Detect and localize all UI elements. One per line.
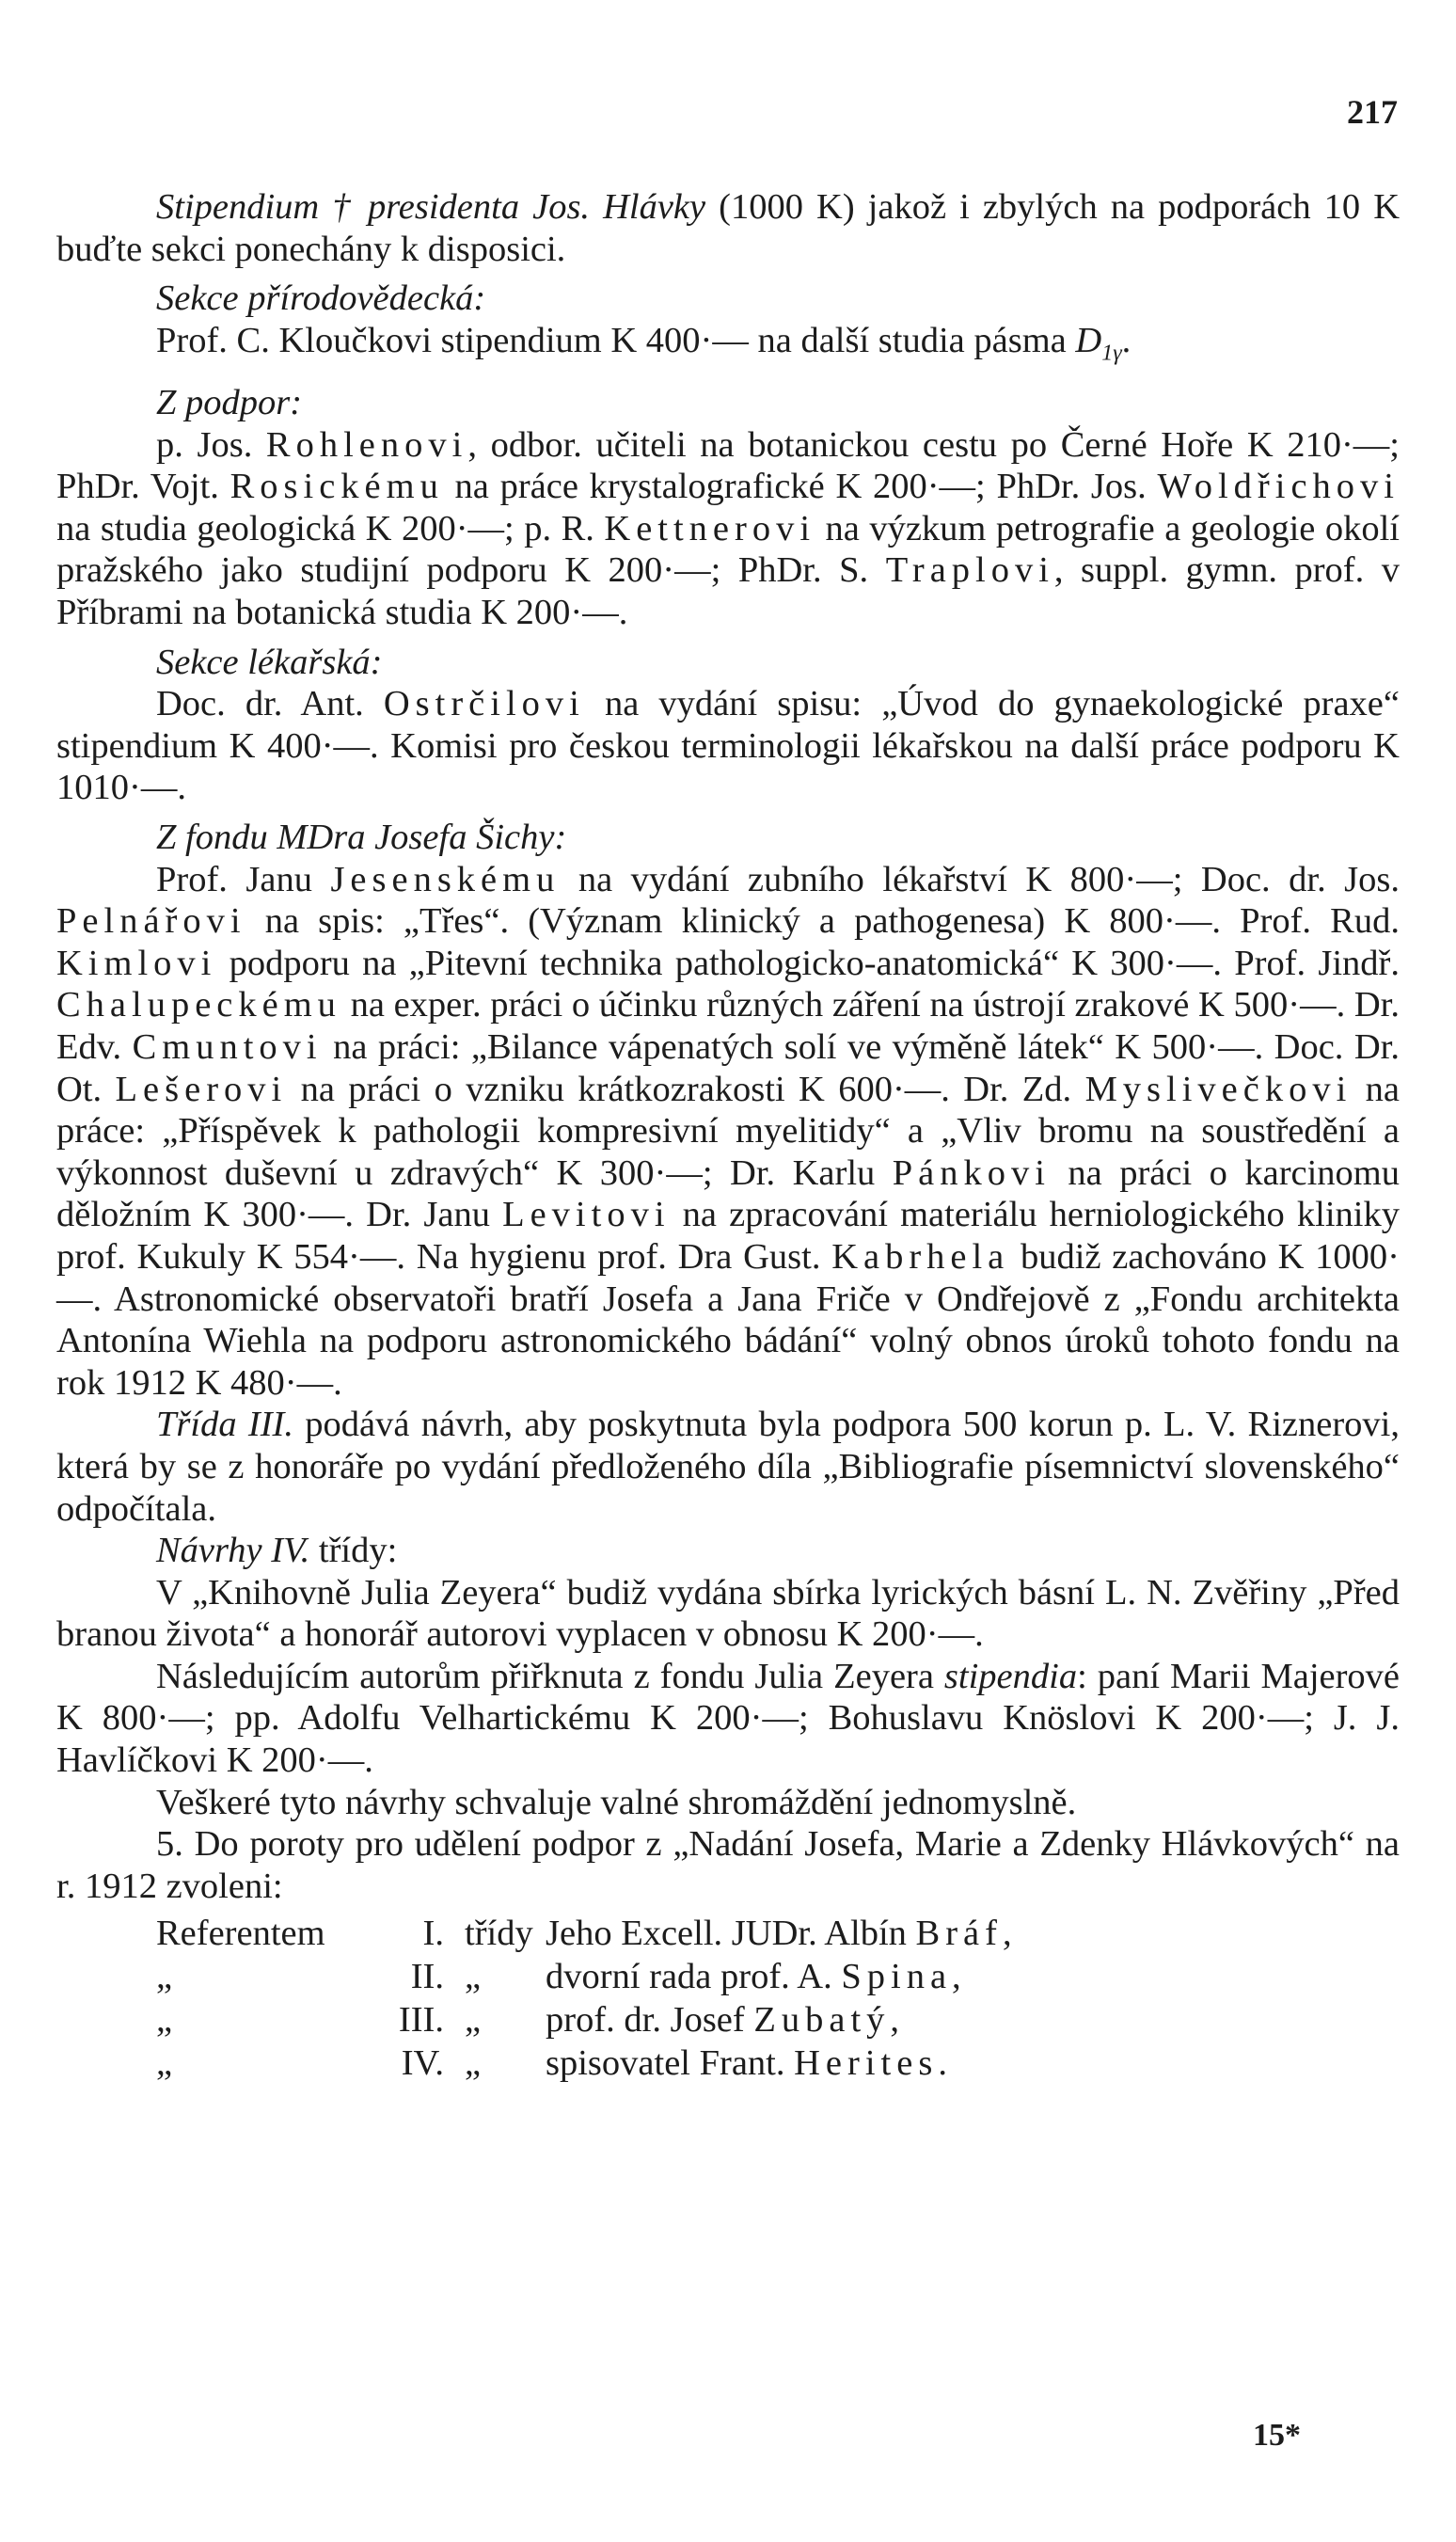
referent-label: „ [156,2043,173,2084]
paragraph-text: na práce: „Příspěvek k pathologii kompresivní myelitidy“ a „Vliv bromu na soustředění a výkonnost duševní u zdravých“ K 300·—; Dr. Karlu [56,1069,1401,1193]
person-name: Jesenskému [330,859,561,899]
referent-person [546,1956,1400,1998]
heading-sekce-lekarska: Sekce lékařská: [156,642,383,682]
paragraph-text: třídy: [309,1531,398,1571]
person-name: Levitovi [502,1195,671,1235]
stipendium-title: Stipendium † presidenta Jos. Hlávky [156,187,706,227]
paragraph-stipendium [56,186,1400,270]
paragraph-text: : paní Marii Majerové K 800·—; pp. Adolfu Velhartickému K 200·—; Bohuslavu Knöslovi K 200·—; J. J. Havlíčkovi K 200·—. [56,1656,1401,1781]
paragraph-text: na práce krystalografické K 200·—; PhDr. Jos. [443,467,1158,507]
person-name: Rosickému [229,467,444,507]
paragraph-stipendia-zeyer [56,1656,1400,1782]
referent-class: I. [422,1914,444,1954]
person-name: Spina [841,1957,953,1997]
heading-sekce-prirodovedecka: Sekce přírodovědecká: [156,278,486,319]
paragraph-text: na práci: „Bilance vápenatých solí ve výměně látek“ K 500·—. Doc. Dr. Ot. [56,1026,1400,1109]
paragraph-text: na zpracování materiálu herniologického kliniky prof. Kukuly K 554·—. Na hygienu prof. Dra Gust. [56,1195,1400,1277]
person-name: Ostrčilovi [383,684,585,724]
referent-mark: „ [465,1957,482,1997]
person-name: Chalupeckému [56,985,341,1025]
paragraph-fond-sichy [56,859,1400,1405]
paragraph-text: na práci o karcinomu děložním K 300·—. Dr. Janu [56,1152,1401,1235]
referent-label: „ [156,2000,173,2041]
paragraph-text: Doc. dr. Ant. [156,684,384,724]
paragraph-text: na spis: „Třes“. (Význam klinický a pathogenesa) K 800·—. Prof. Rud. [245,901,1400,942]
zone-symbol: D [1075,320,1102,360]
signature-mark: 15* [1253,2418,1301,2453]
paragraph-podpory [56,424,1400,634]
paragraph-text: Prof. Janu [156,859,331,899]
referent-person [546,1999,1400,2042]
emphasis: stipendia [943,1656,1078,1696]
paragraph-text: na vydání spisu: „Úvod do gynaekologické praxe“ stipendium K 400·—. Komisi pro českou terminologii lékařskou na další práce podporu K 1010·—. [56,684,1400,808]
body-text [56,186,1400,2086]
referent-title: prof. dr. Josef [546,2000,754,2041]
person-name: Kabrhela [831,1236,1010,1277]
paragraph-text: , suppl. gymn. prof. v Příbrami na botanická studia K 200·—. [56,550,1400,633]
person-name: Zubatý [753,2000,891,2041]
paragraph-text: podává návrh, aby poskytnuta byla podpora 500 korun p. L. V. Riznerovi, která by se z honoráře po vydání předloženého díla „Bibliografie písemnictví slovenského“ odpočítala. [56,1405,1400,1529]
referent-class: IV. [401,2043,444,2084]
referent-title: Jeho Excell. JUDr. Albín [546,1914,916,1954]
zone-subscript: 1γ [1101,341,1122,366]
paragraph-knihovna-zeyera: V „Knihovně Julia Zeyera“ budiž vydána sbírka lyrických básní L. N. Zvěřiny „Před branou života“ a honorář autorovi vyplacen v obnosu K 200·—. [56,1572,1400,1655]
heading-z-podpor: Z podpor: [156,383,303,423]
referent-row [56,1999,1400,2042]
referent-class: II. [410,1957,444,1997]
referent-person [546,2042,1400,2085]
person-name: Myslivečkovi [1084,1069,1353,1109]
paragraph-kloucek [56,320,1400,374]
paragraph-text: na práci o vzniku krátkozrakosti K 600·—. Dr. Zd. [287,1069,1085,1109]
paragraph-text: na výzkum petrografie a geologie okolí pražského jako studijní podporu K 200·—; PhDr. S. [56,508,1401,591]
paragraph-text: podporu na „Pitevní technika pathologicko-anatomická“ K 300·—. Prof. Jindř. [216,943,1400,983]
paragraph-navrhy-iv [56,1530,1400,1572]
referent-row [56,1913,1400,1956]
punctuation: , [1002,1914,1012,1954]
referent-mark: „ [465,2043,482,2084]
referents-list [56,1913,1400,2086]
class-label: Návrhy IV. [156,1531,310,1571]
person-name: Bráf [915,1914,1003,1954]
punctuation: , [952,1957,961,1997]
referent-row [56,1956,1400,1999]
referent-label: Referentem [156,1914,325,1954]
referent-title: dvorní rada prof. A. [546,1957,842,1997]
heading-fond-sichy: Z fondu MDra Josefa Šichy: [156,818,567,857]
paragraph-text: na exper. práci o účinku různých záření na ústrojí zrakové K 500·—. Dr. Edv. [56,985,1400,1067]
person-name: Woldřichovi [1157,467,1400,507]
person-name: Pánkovi [892,1152,1051,1193]
paragraph-porota: 5. Do poroty pro udělení podpor z „Nadání Josefa, Marie a Zdenky Hlávkových“ na r. 1912 zvoleni: [56,1824,1400,1906]
paragraph-text: (1000 K) jakož i zbylých na podporách 10 K buďte sekci ponechány k disposici. [56,187,1400,269]
paragraph-text: na studia geologická K 200·—; p. R. [56,508,605,548]
referent-row [56,2042,1400,2086]
paragraph-text: p. Jos. [156,424,266,465]
paragraph-trida-iii [56,1404,1400,1530]
person-name: Kettnerovi [604,508,816,548]
paragraph-text: Následujícím autorům přiřknuta z fondu Julia Zeyera [156,1656,944,1696]
person-name: Lešerovi [115,1069,288,1109]
person-name: Kimlovi [56,943,217,983]
person-name: Pelnářovi [56,901,246,942]
punctuation: . [938,2043,947,2084]
referent-mark: „ [465,2000,482,2041]
paragraph-text: na vydání zubního lékařství K 800·—; Doc. dr. Jos. [560,859,1401,899]
paragraph-schvaluje: Veškeré tyto návrhy schvaluje valné shromáždění jednomyslně. [156,1782,1077,1822]
person-name: Traplovi [885,550,1054,591]
person-name: Cmuntovi [132,1026,323,1067]
punctuation: , [890,2000,900,2041]
paragraph-ostrcil [56,683,1400,809]
page-number: 217 [1347,93,1398,131]
referent-class: III. [398,2000,444,2041]
referent-label: „ [156,1957,173,1997]
referent-title: spisovatel Frant. [546,2043,795,2084]
paragraph-text: budiž zachováno K 1000·—. Astronomické observatoři bratří Josefa a Jana Friče v Ondřejově z „Fondu architekta Antonína Wiehla na podporu astronomického bádání“ volný obnos úroků tohoto fondu na rok 1912 K 480·—. [56,1236,1400,1403]
person-name: Rohlenovi [265,424,468,465]
paragraph-text: . [1121,320,1132,360]
paragraph-text: Prof. C. Kloučkovi stipendium K 400·— na další studia pásma [156,320,1076,360]
person-name: Herites [794,2043,939,2084]
class-label: Třída III. [156,1405,293,1445]
paragraph-text: , odbor. učiteli na botanickou cestu po Černé Hoře K 210·—; PhDr. Vojt. [56,424,1400,507]
referent-person [546,1913,1400,1955]
referent-mark: třídy [465,1914,533,1954]
